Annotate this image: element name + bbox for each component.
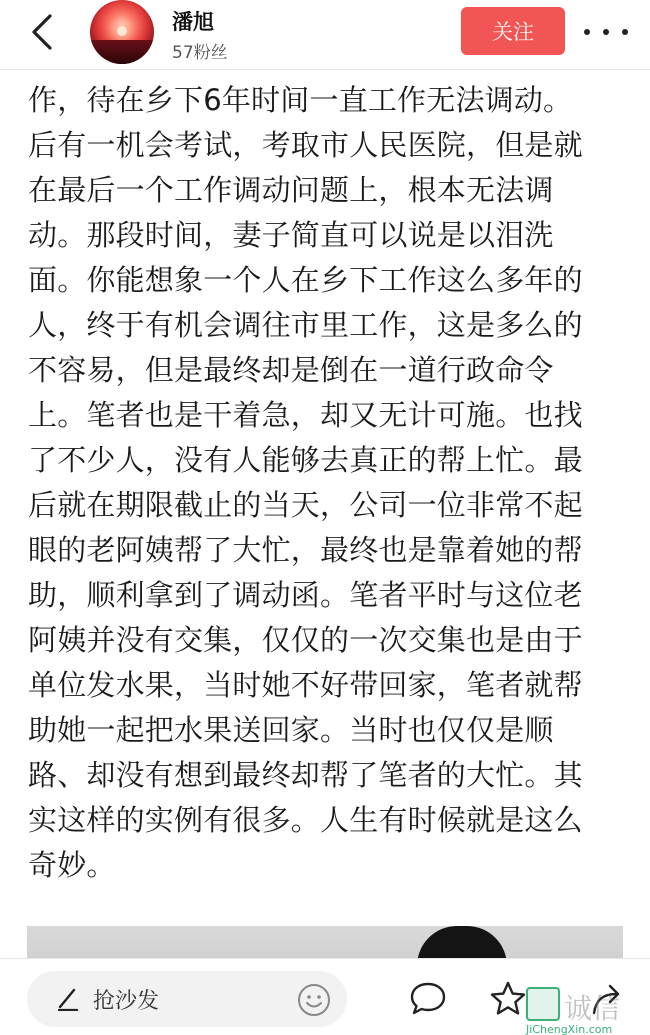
fans-count: 57粉丝	[172, 43, 228, 63]
more-dots-icon	[622, 29, 628, 35]
comment-button[interactable]	[408, 979, 448, 1019]
article-line: 路、却没有想到最终却帮了笔者的大忙。其	[28, 758, 583, 792]
article-line: 阿姨并没有交集，仅仅的一次交集也是由于	[28, 623, 583, 657]
smile-icon[interactable]	[297, 983, 331, 1017]
more-dots-icon	[584, 29, 590, 35]
article-line: 单位发水果，当时她不好带回家，笔者就帮	[28, 668, 583, 702]
article-line: 眼的老阿姨帮了大忙，最终也是靠着她的帮	[28, 533, 583, 567]
comment-placeholder: 抢沙发	[93, 989, 160, 1014]
follow-button[interactable]: 关注	[461, 7, 565, 55]
article-body	[28, 78, 628, 888]
back-button[interactable]	[20, 12, 64, 56]
article-line: 不容易，但是最终却是倒在一道行政命令	[28, 353, 554, 387]
watermark-logo	[526, 987, 560, 1021]
article-line: 助她一起把水果送回家。当时也仅仅是顺	[28, 713, 554, 747]
article-line: 实这样的实例有很多。人生有时候就是这么	[28, 803, 583, 837]
article-line: 了不少人，没有人能够去真正的帮上忙。最	[28, 443, 583, 477]
avatar-sea	[90, 40, 154, 64]
bottom-action-bar	[0, 958, 650, 1035]
article-line: 动。那段时间，妻子简直可以说是以泪洗	[28, 218, 554, 252]
avatar-sun	[117, 26, 127, 36]
article-line: 后就在期限截止的当天，公司一位非常不起	[28, 488, 583, 522]
pen-icon	[55, 985, 81, 1011]
article-line: 后有一机会考试，考取市人民医院，但是就	[28, 128, 583, 162]
more-dots-icon	[603, 29, 609, 35]
watermark	[526, 987, 650, 1035]
article-line: 奇妙。	[28, 848, 116, 882]
back-arrow-icon	[20, 12, 64, 56]
more-button[interactable]	[584, 18, 628, 46]
author-name[interactable]: 潘旭	[172, 10, 214, 34]
star-icon	[488, 979, 528, 1019]
article-line: 助，顺利拿到了调动函。笔者平时与这位老	[28, 578, 583, 612]
avatar[interactable]	[90, 0, 154, 64]
top-bar	[0, 0, 650, 70]
comment-bubble-icon	[408, 979, 448, 1019]
favorite-button[interactable]	[488, 979, 528, 1019]
watermark-chars: 诚信	[564, 992, 621, 1025]
article-line: 上。笔者也是干着急，却又无计可施。也找	[28, 398, 583, 432]
comment-input[interactable]	[27, 971, 347, 1027]
article-line: 作，待在乡下6年时间一直工作无法调动。	[28, 83, 573, 117]
watermark-url: JiChengXin.com	[526, 1023, 613, 1035]
article-line: 面。你能想象一个人在乡下工作这么多年的	[28, 263, 583, 297]
article-line: 在最后一个工作调动问题上，根本无法调	[28, 173, 554, 207]
article-line: 人，终于有机会调往市里工作，这是多么的	[28, 308, 583, 342]
